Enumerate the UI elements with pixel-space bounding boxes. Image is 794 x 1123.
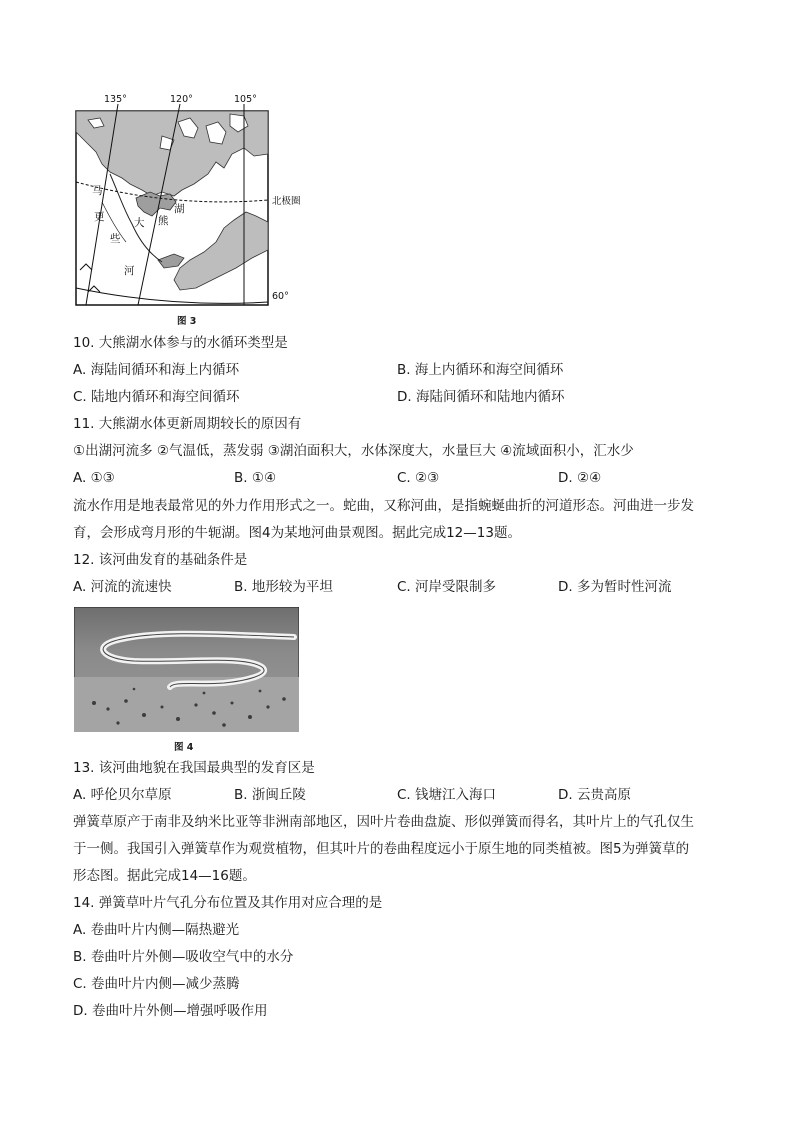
lon-label-135: 135° (104, 94, 127, 105)
q10-option-d: D. 海陆间循环和陆地内循环 (397, 389, 565, 405)
arctic-circle-label: 北极圈 (272, 196, 301, 207)
passage2-line3: 形态图。据此完成14—16题。 (73, 868, 256, 884)
label-geng: 更 (94, 211, 105, 223)
passage1-line1: 流水作用是地表最常见的外力作用形式之一。蛇曲，又称河曲，是指蜿蜒曲折的河道形态。河曲进一步发 (73, 498, 694, 514)
q11-statements: ①出湖河流多 ②气温低，蒸发弱 ③湖泊面积大，水体深度大，水量巨大 ④流域面积小，汇水少 (73, 443, 634, 459)
q13-option-b: B. 浙闽丘陵 (234, 787, 306, 803)
q14-option-b: B. 卷曲叶片外侧—吸收空气中的水分 (73, 949, 294, 965)
q12-option-a: A. 河流的流速快 (73, 579, 172, 595)
figure-3-map (66, 92, 316, 310)
q14-option-a: A. 卷曲叶片内侧—隔热避光 (73, 922, 240, 938)
figure-4-caption: 图 4 (174, 742, 194, 753)
q11-option-c: C. ②③ (397, 470, 440, 486)
q12-option-b: B. 地形较为平坦 (234, 579, 333, 595)
q12-option-d: D. 多为暂时性河流 (558, 579, 672, 595)
label-xiong: 熊 (158, 215, 169, 227)
passage2-line2: 于一侧。我国引入弹簧草作为观赏植物，但其叶片的卷曲程度远小于原生地的同类植被。图5为弹簧草的 (73, 841, 690, 857)
q12-stem: 12. 该河曲发育的基础条件是 (73, 552, 248, 568)
q14-option-c: C. 卷曲叶片内侧—减少蒸腾 (73, 976, 240, 992)
q10-option-c: C. 陆地内循环和海空间循环 (73, 389, 240, 405)
q13-option-d: D. 云贵高原 (558, 787, 631, 803)
lon-label-105: 105° (234, 94, 257, 105)
q11-stem: 11. 大熊湖水体更新周期较长的原因有 (73, 416, 302, 432)
label-xie: 些 (110, 233, 121, 245)
passage2-line1: 弹簧草原产于南非及纳米比亚等非洲南部地区，因叶片卷曲盘旋、形似弹簧而得名，其叶片上的气孔仅生 (73, 814, 694, 830)
q13-option-c: C. 钱塘江入海口 (397, 787, 497, 803)
q12-option-c: C. 河岸受限制多 (397, 579, 497, 595)
q11-option-b: B. ①④ (234, 470, 277, 486)
label-ma: 马 (92, 185, 103, 197)
q14-stem: 14. 弹簧草叶片气孔分布位置及其作用对应合理的是 (73, 895, 383, 911)
label-da: 大 (134, 217, 145, 229)
label-he: 河 (124, 265, 135, 277)
q10-option-b: B. 海上内循环和海空间循环 (397, 362, 564, 378)
lon-label-120: 120° (170, 94, 193, 105)
figure-3-caption: 图 3 (177, 316, 197, 327)
q13-option-a: A. 呼伦贝尔草原 (73, 787, 172, 803)
q10-stem: 10. 大熊湖水体参与的水循环类型是 (73, 335, 288, 351)
label-hu: 湖 (174, 203, 185, 215)
q11-option-a: A. ①③ (73, 470, 115, 486)
lat-label-60: 60° (272, 291, 289, 302)
q10-option-a: A. 海陆间循环和海上内循环 (73, 362, 240, 378)
passage1-line2: 育，会形成弯月形的牛轭湖。图4为某地河曲景观图。据此完成12—13题。 (73, 525, 521, 541)
q11-option-d: D. ②④ (558, 470, 602, 486)
q13-stem: 13. 该河曲地貌在我国最典型的发育区是 (73, 760, 315, 776)
q14-option-d: D. 卷曲叶片外侧—增强呼吸作用 (73, 1003, 268, 1019)
figure-4-photo (74, 607, 299, 732)
